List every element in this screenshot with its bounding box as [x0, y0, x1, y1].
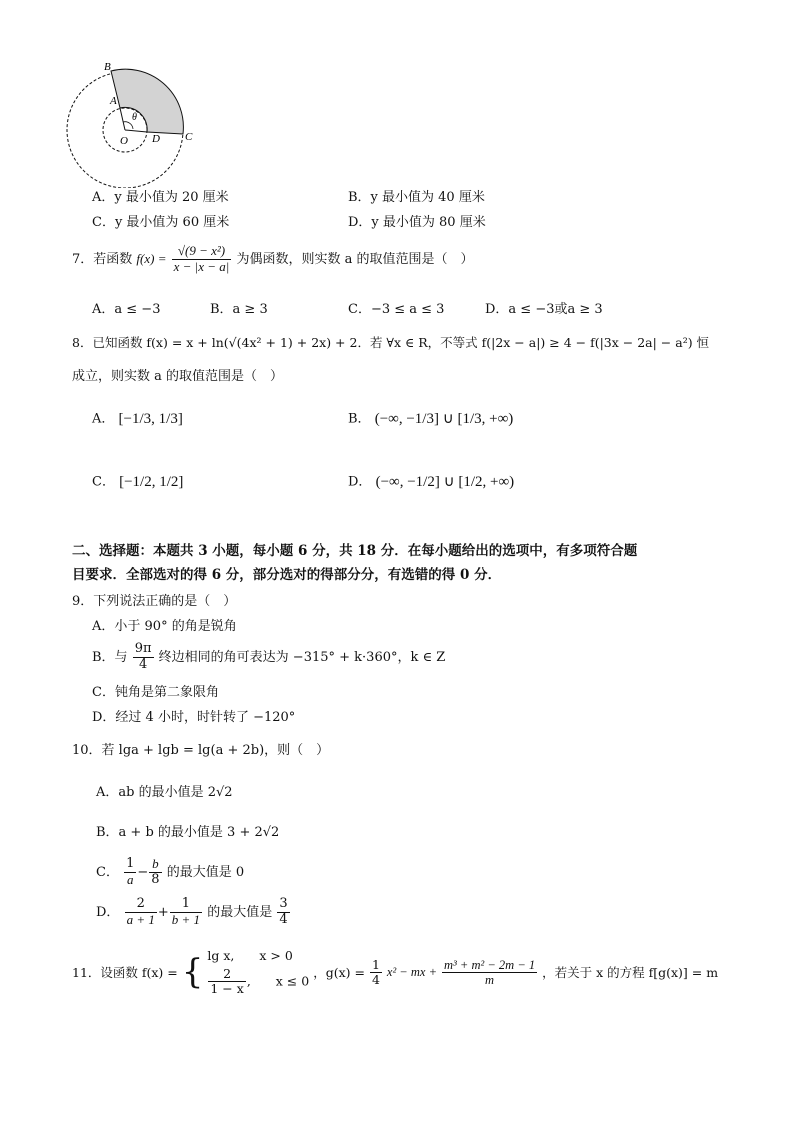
sector-figure — [60, 58, 210, 188]
q8-option-a — [92, 410, 183, 428]
q11-g-n: 1 — [371, 956, 380, 972]
q7-option-d: D．a ≤ −3或a ≥ 3 — [485, 302, 603, 317]
q10-c-n1: 1 — [126, 856, 135, 871]
q10-c-post: 的最大值是 0 — [166, 864, 245, 880]
q6-option-c: C．y 最小值为 60 厘米 — [92, 215, 230, 230]
q8-a-label: A． — [92, 411, 115, 427]
label-A: A — [110, 95, 117, 107]
q8-option-c — [92, 473, 183, 491]
q7-numerator: √(9 − x²) — [172, 244, 232, 260]
q10-c-n2: b — [149, 857, 161, 873]
q9-b-post: 终边相同的角可表达为 −315° + k·360°，k ∈ Z — [158, 649, 446, 665]
q7-fraction — [172, 244, 232, 275]
q9-stem: 9．下列说法正确的是（ ） — [72, 594, 237, 609]
shaded-sector — [111, 69, 183, 134]
q11-suffix: ，若关于 x 的方程 f[g(x)] = m — [542, 964, 719, 980]
q11-g-den: m — [485, 972, 495, 987]
q7-option-a: A．a ≤ −3 — [92, 302, 161, 317]
q8-b-value: (−∞, −1/3] ∪ [1/3, +∞) — [374, 411, 514, 427]
q11-case1: lg x, x > 0 — [207, 948, 293, 963]
q11-case2-den: 1 − x — [210, 981, 244, 997]
q11-g-mid: x² − mx + — [386, 964, 438, 979]
q10-c-d2: 8 — [151, 871, 160, 887]
q8-d-value: (−∞, −1/2] ∪ [1/2, +∞) — [375, 474, 515, 490]
q9-option-d: D．经过 4 小时，时针转了 −120° — [92, 710, 296, 725]
q10-d-d2: b + 1 — [171, 911, 201, 927]
q8-option-d — [348, 473, 514, 491]
q11-g-num: m³ + m² − 2m − 1 — [444, 957, 536, 972]
q10-d-n1: 2 — [125, 897, 157, 913]
q11-g-pre: ，g(x) = — [313, 964, 365, 980]
label-B: B — [104, 61, 111, 73]
q8-c-value: [−1/2, 1/2] — [119, 474, 184, 490]
q7-fx: f(x) = — [136, 250, 167, 266]
q10-d-post: 的最大值是 — [207, 904, 273, 920]
q10-d-label: D． — [96, 904, 120, 920]
label-C: C — [185, 131, 193, 143]
q6-option-b: B．y 最小值为 40 厘米 — [348, 190, 485, 205]
q10-d-vd: 4 — [279, 911, 288, 927]
q10-d-vn: 3 — [279, 896, 288, 911]
q6-option-a: A．y 最小值为 20 厘米 — [92, 190, 229, 205]
q9-option-b — [92, 642, 445, 673]
q10-c-label: C． — [96, 864, 119, 880]
q7-suffix: 为偶函数，则实数 a 的取值范围是（ ） — [236, 251, 474, 267]
q9-b-num: 9π — [134, 641, 152, 656]
q10-option-b: B．a + b 的最小值是 3 + 2√2 — [96, 825, 280, 840]
section2-heading-line1: 二、选择题：本题共 3 小题，每小题 6 分，共 18 分．在每小题给出的选项中，有多项符合题 — [72, 543, 638, 559]
section2-heading-line2: 目要求．全部选对的得 6 分，部分选对的得部分分，有选错的得 0 分． — [72, 567, 502, 583]
q7-option-b: B．a ≥ 3 — [210, 302, 268, 317]
q8-c-label: C． — [92, 474, 115, 490]
q9-b-fraction — [133, 642, 154, 673]
q8-line1: 8．已知函数 f(x) = x + ln(√(4x² + 1) + 2x) + 2．若 ∀x ∈ R，不等式 f(|2x − a|) ≥ 4 − f(|3x − 2a| − a²) 恒 — [72, 335, 710, 350]
q10-option-d: D． $\frac{2}{a + 1}$ + $\frac{1}{b + 1}$ 的最大值是 $\frac{3}{4}$ — [96, 896, 288, 927]
q10-d-d1: a + 1 — [126, 911, 155, 927]
q9-option-a: A．小于 90° 的角是锐角 — [92, 619, 237, 634]
q7-option-c: C．−3 ≤ a ≤ 3 — [348, 302, 445, 317]
q6-option-d: D．y 最小值为 80 厘米 — [348, 215, 486, 230]
q11-stem: 11．设函数 f(x) = { lg x, x > 0 $\frac{2}{1 - x}$ , x ≤ 0 ，g(x) = $\frac{1}{4}$ x² − mx + $\frac{\text{m³ + m² − 2m − 1}}{m}$ ，若关于 x 的方程 f[g(x)] = m — [72, 948, 719, 997]
q9-option-c: C．钝角是第二象限角 — [92, 685, 219, 700]
q9-b-pre: B．与 — [92, 649, 128, 665]
q11-g-d: 4 — [371, 971, 380, 987]
q8-line2: 成立，则实数 a 的取值范围是（ ） — [72, 369, 284, 384]
label-theta: θ — [132, 112, 137, 123]
q8-d-label: D． — [348, 474, 372, 490]
q11-case2-num: 2 — [208, 967, 245, 982]
q11-case2-cond: , x ≤ 0 — [246, 973, 310, 989]
q10-option-c: C． $\frac{1}{a}$ − $\frac{b}{8}$ 的最大值是 0 — [96, 856, 245, 887]
q11-prefix: 11．设函数 f(x) = — [72, 964, 178, 980]
q8-b-label: B． — [348, 411, 371, 427]
q9-b-den: 4 — [138, 656, 148, 672]
q8-a-value: [−1/3, 1/3] — [118, 411, 183, 427]
q8-option-b — [348, 410, 513, 428]
q7-denominator: x − |x − a| — [173, 258, 230, 274]
label-D: D — [152, 133, 160, 145]
q10-c-d1: a — [126, 871, 134, 887]
q7-prefix: 7．若函数 — [72, 251, 133, 267]
q10-stem: 10．若 lga + lgb = lg(a + 2b)，则（ ） — [72, 743, 330, 758]
q7-stem — [72, 244, 474, 275]
q10-d-n2: 1 — [170, 897, 202, 913]
q10-option-a: A．ab 的最小值是 2√2 — [96, 785, 233, 800]
label-O: O — [120, 135, 128, 147]
